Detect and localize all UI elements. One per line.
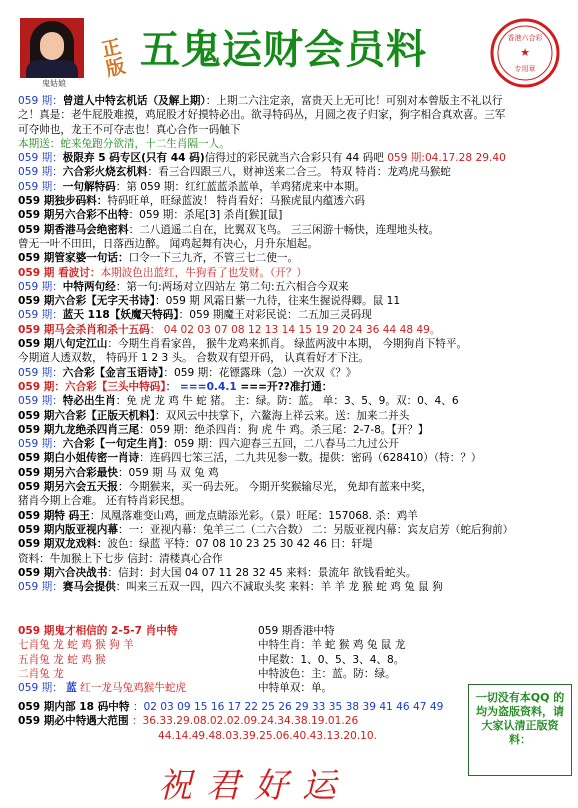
content-line [18,523,570,537]
content-line [18,566,570,580]
content-segment: 059 期： [18,395,63,408]
content-line [18,494,570,508]
content-segment: 059 期马会杀肖和杀十五码 [18,323,150,336]
content-segment: 059 期： [18,95,63,107]
content-segment: 059 期特 码王 [18,509,90,522]
bottom-right-line: 中特生肖：羊 蛇 猴 鸡 兔 鼠 龙 [258,639,406,652]
content-segment: 六合彩【金言玉语诗】 [62,366,164,379]
content-line [18,266,570,280]
content-segment: 059 期另六会五天报 [18,481,118,494]
bottom-left-title: 059 期鬼才相信的 2-5-7 肖中特 [18,625,178,637]
content-segment: 059 期香港马会绝密料 [18,223,129,236]
content-segment: 059 期管家婆一句话： [18,252,129,265]
range-line-2 [18,729,468,743]
content-line [18,237,570,251]
content-segment: ：二八逍遥二自在，比翼双飞鸟。 三三闲游十畅快，连理地头枝。 [128,223,440,236]
content-line [18,337,570,351]
content-line [18,409,570,423]
content-segment: 059 期六合彩【无字天书诗】 [18,295,156,308]
content-segment: 本期送：蛇来兔跑分欲清，十二生肖隔一人。 [18,137,230,150]
bottom-left-line: 二肖兔 龙 [18,667,64,680]
content-line [18,208,570,222]
content-segment: 口令一下三九齐，不管三七二使一。 [128,252,299,265]
content-segment: ：凤凰落难变山鸡，画龙点睛添光彩。（景）旺尾：157068. 杀：鸡羊 [89,509,418,522]
content-line [18,294,570,308]
content-segment: 特必出生肖 [62,395,116,408]
content-segment: 059 期独步码料： [18,195,108,208]
content-segment: 六合彩【三头中特码】 [65,380,166,393]
content-segment: 资料：牛加猴上下七步 信封：清楼真心合作 [18,552,223,565]
content-segment: 059 期： [18,309,63,322]
content-line [18,194,570,208]
content-segment: ：059 期 风霜日紫一九待，往来生握说得卿。鼠 11 [155,295,401,308]
content-segment: ：059 期魔王对彩民说：二五加三灵码现 [178,309,372,322]
content-segment: 059 期： [18,380,65,393]
content-line [18,580,570,594]
content-line [18,251,570,265]
seal-stamp [488,16,562,90]
content-segment: ：今期猴来，买一码去死。 今期开奖猴输尽光， 免却有蓝来中奖， [117,481,432,494]
mini-line-label: 059 期： [18,682,63,695]
content-segment: ：一：亚视内幕：兔羊三二（二六合数） 二：另版亚视内幕：宾友启芳（蛇后狗前） [117,523,514,536]
content-segment: 059 期： [18,438,63,451]
code18-line [18,700,468,714]
content-segment: ：059 期：杀尾[3] 杀肖[猴][鼠] [128,209,283,222]
content-segment: 中特两句经 [62,280,116,293]
bottom-right-line: 中尾数：1、0、5、3、4、8。 [258,653,405,666]
content-segment: 059 期:04.17.28 29.40 [387,152,506,165]
mini-line-blue: 蓝 [66,682,77,695]
content-segment: ：免 虎 龙 鸡 牛 蛇 猪。 主：绿。防：蓝。 单：3、5、9。双：0、4、6 [115,395,459,408]
content-segment: 059 期： [18,366,63,379]
portrait-caption: 鬼姑娘 [42,79,66,88]
content-segment: ：上期二六注定亲，富贵天上无可比！可别对本曾版主不礼以行 [205,95,503,107]
svg-text:专用章: 专用章 [514,65,536,73]
bottom-right-line: 中特单双：单。 [258,682,333,695]
content-segment: ：双风云中扶掌下，六鳌海上祥云来。送：加来二并头 [155,409,410,422]
content-segment: 059 期六合彩【正版天机料】 [18,409,156,422]
content-segment: 059 期内版亚视内幕 [18,523,118,536]
content-segment: ：059 期 马 双 兔 鸡 [117,466,219,479]
content-segment: 059 期双龙戏料： [18,538,108,551]
content-line [18,223,570,237]
content-segment: 波色：绿蓝 平特：07 08 10 23 25 30 42 46 日：轩堤 [107,538,373,551]
bottom-left [18,624,258,695]
footer-blessing: 祝君好运 [158,766,350,806]
content-segment: ：第 059 期：红红蓝蓝杀蓝单，羊鸡猪虎来中本期。 [115,180,366,193]
content-line [18,437,570,451]
content-line [18,480,570,494]
bottom-right [258,624,488,695]
edition-label: 正版 [99,35,128,81]
content-segment: ： === [165,380,207,393]
content-segment: ：059 期：四六迎春三五回，二八春马二九过公开 [163,438,399,451]
content-segment: 本期波色出蓝红，牛狗看了也发财。（开？） [100,266,308,279]
content-segment: 可夺帅也，龙王不可夺志也！真心合作一码触下 [18,123,241,136]
content-segment: 059 期： [18,166,63,179]
content-segment: 059 期另六合彩不出特 [18,209,129,222]
content-line [18,180,570,194]
content-segment: 059 期九龙绝杀四肖三尾 [18,423,140,436]
content-segment: 六合彩火烧玄机料 [62,166,148,179]
content-segment: 六合彩【一句定生肖】 [62,438,164,451]
content-line [18,123,570,137]
content-segment: 059 期八句定江山 [18,338,108,351]
content-segment: ：连码四七笨三活，二九共见参一数。提供：密码（628410）（特：？） [139,452,482,465]
content-segment: ： 04 02 03 07 08 12 13 14 15 19 20 24 36 44 48 49。 [149,323,441,336]
notice-box: 一切没有本QQ 的均为盗版资料，请大家认清正版资料： [468,684,572,776]
content-segment: 曾无一叶不田田，日落西边醉。 闻鸡起舞有决心，月升东旭起。 [18,237,318,250]
content-segment: ===开??准打通： [236,380,333,393]
content-segment: 之！真是：老牛屁股难摸，鸡屁股才好摸特必出。欲寻特码丛，月圆之夜子归家，狗字相合真欢喜。三军 [18,109,506,122]
content-line [18,366,570,380]
header [0,0,578,92]
content-line [18,137,570,151]
content-segment: ：059 期：花镖露珠（急）一次双《？》 [163,366,357,379]
content-segment: 蓝天 118【妖魔天特码】 [62,309,179,322]
bottom-right-line: 中特波色：主：蓝。防：绿。 [258,667,396,680]
content-segment: ：今期生肖看家兽， 猴牛龙鸡来抓肖。 绿蓝两波中本期， 今期狗肖下特平。 [107,338,468,351]
content-segment: ：信封：封大国 04 07 11 28 32 45 来料：景流年 欲钱看蛇头。 [107,566,417,579]
bottom-left-line: 五肖兔 龙 蛇 鸡 猴 [18,653,106,666]
content-segment: ：第一句:两场对立四站左 第二句:五六相合今双来 [115,280,349,293]
content-segment: 059 期： [18,152,63,165]
content-segment: 曾道人中特玄机话（及解上期） [62,95,206,107]
content-line [18,552,570,566]
svg-text:香港六合彩: 香港六合彩 [507,34,543,42]
range-line [18,714,468,728]
content-segment: 0.4.1 [206,380,237,393]
content-line [18,165,570,179]
content-line [18,308,570,322]
svg-text:★: ★ [520,46,530,59]
content-line [18,451,570,465]
mini-line-red: 红一龙马兔鸡猴牛蛇虎 [80,682,187,695]
content-line [18,323,570,337]
content-segment: 今期道人透双数， 特码开 1 2 3 头。 合数双有望开码， 认真看好才下注。 [18,352,370,365]
content-segment: ：看三合四跟三八，财神送来二合三。 特双 特肖：龙鸡虎马猴蛇 [147,166,451,179]
content-line [18,537,570,551]
content-line [18,423,570,437]
code18-values: ：02 03 09 15 16 17 22 25 26 29 33 35 38 39 41 46 47 49 [132,701,444,713]
code18-label: 059 期内部 18 码中特 [18,701,130,713]
bottom-left-line: 七肖兔 龙 蛇 鸡 猴 狗 羊 [18,639,134,652]
content-segment: 059 期： [18,180,63,193]
content-segment: 059 期： [18,581,63,594]
content-segment: 059 期： [18,280,63,293]
content-line [18,394,570,408]
range-values: ：36.33.29.08.02.02.09.24.34.38.19.01.26 [131,715,359,728]
content-segment: 猪肖今期上合难。 还有特肖彩民想。 [18,495,191,508]
content-segment: 赛马会提供 [62,581,116,594]
portrait-image [20,18,84,78]
content-segment: 信得过的彩民就当六合彩只有 44 码吧 [204,152,388,165]
page-title: 五鬼运财会员料 [140,27,427,73]
content-segment: ：叫来三五双一四，四六不减取头奖 来料：羊 羊 龙 猴 蛇 鸡 兔 鼠 狗 [115,581,443,594]
content-segment: 极限弃 5 码专区(只有 44 码) [62,152,205,165]
content-segment: 059 期另六合彩最快 [18,466,118,479]
content-segment: 059 期六合决战书 [18,566,108,579]
content-list [18,94,570,594]
content-segment: 一句解特码 [62,180,116,193]
content-line [18,151,570,165]
bottom-right-title: 059 期香港中特 [258,625,335,637]
range-label: 059 期必中特遇大范围 [18,715,129,728]
content-line [18,108,570,122]
content-segment: 特码旺单，旺绿蓝波！ 特肖看好：马猴虎鼠内蕴透六码 [107,195,365,208]
content-line [18,466,570,480]
content-line [18,94,570,108]
bottom-mini-line [18,681,258,695]
range-values-2: 44.14.49.48.03.39.25.06.40.43.13.20.10. [158,729,378,742]
content-segment: 059 期 看波讨： [18,266,101,279]
content-line [18,351,570,365]
code-section [18,700,468,743]
content-segment: 059 期白小姐传密一肖诗 [18,452,140,465]
content-segment: ：059 期：绝杀四肖：狗 虎 牛 鸡。杀三尾：2-7-8。【开？】 [139,423,429,436]
content-line [18,509,570,523]
content-line [18,380,570,394]
content-line [18,280,570,294]
